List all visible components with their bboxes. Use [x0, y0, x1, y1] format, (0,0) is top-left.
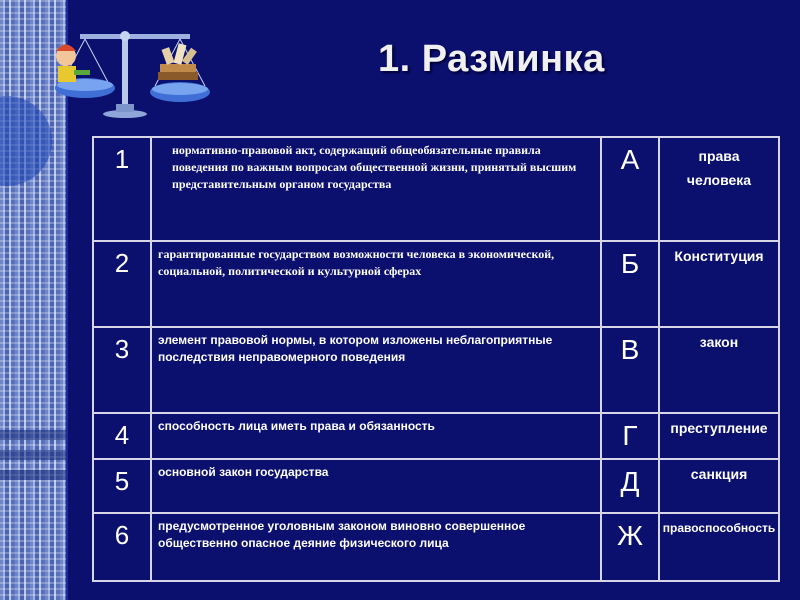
letter-cell: Б: [601, 241, 659, 327]
letter-cell: Г: [601, 413, 659, 459]
row-number: 1: [93, 137, 151, 241]
table-row: [93, 413, 779, 459]
row-number: 5: [93, 459, 151, 513]
table-row: [93, 459, 779, 513]
letter-cell: В: [601, 327, 659, 413]
row-number: 2: [93, 241, 151, 327]
term-cell: преступление: [659, 413, 779, 459]
letter-cell: А: [601, 137, 659, 241]
term-cell: правоспособность: [659, 513, 779, 581]
row-number: 4: [93, 413, 151, 459]
term-cell: права человека: [659, 137, 779, 241]
term-cell: санкция: [659, 459, 779, 513]
slide-title: 1. Разминка: [378, 38, 605, 80]
row-number: 6: [93, 513, 151, 581]
matching-table: [92, 136, 780, 582]
definition-cell: гарантированные государством возможности человека в экономической, социальной, политической и культурной сферах: [151, 241, 601, 327]
letter-cell: Д: [601, 459, 659, 513]
band-stripe: [0, 470, 66, 480]
term-cell: Конституция: [659, 241, 779, 327]
definition-cell: элемент правовой нормы, в котором изложены неблагоприятные последствия неправомерного поведения: [151, 327, 601, 413]
letter-cell: Ж: [601, 513, 659, 581]
definition-cell: предусмотренное уголовным законом виновно совершенное общественно опасное деяние физического лица: [151, 513, 601, 581]
scales-of-justice-icon: [30, 18, 240, 118]
table-row: [93, 137, 779, 241]
definition-cell: нормативно-правовой акт, содержащий общеобязательные правила поведения по важным вопросам общественной жизни, принятый высшим представительным органом государства: [151, 137, 601, 241]
table-row: [93, 241, 779, 327]
band-stripe: [0, 450, 66, 460]
band-stripe: [0, 430, 66, 440]
table-row: [93, 327, 779, 413]
row-number: 3: [93, 327, 151, 413]
definition-cell: основной закон государства: [151, 459, 601, 513]
definition-cell: способность лица иметь права и обязанность: [151, 413, 601, 459]
table-row: [93, 513, 779, 581]
term-cell: закон: [659, 327, 779, 413]
